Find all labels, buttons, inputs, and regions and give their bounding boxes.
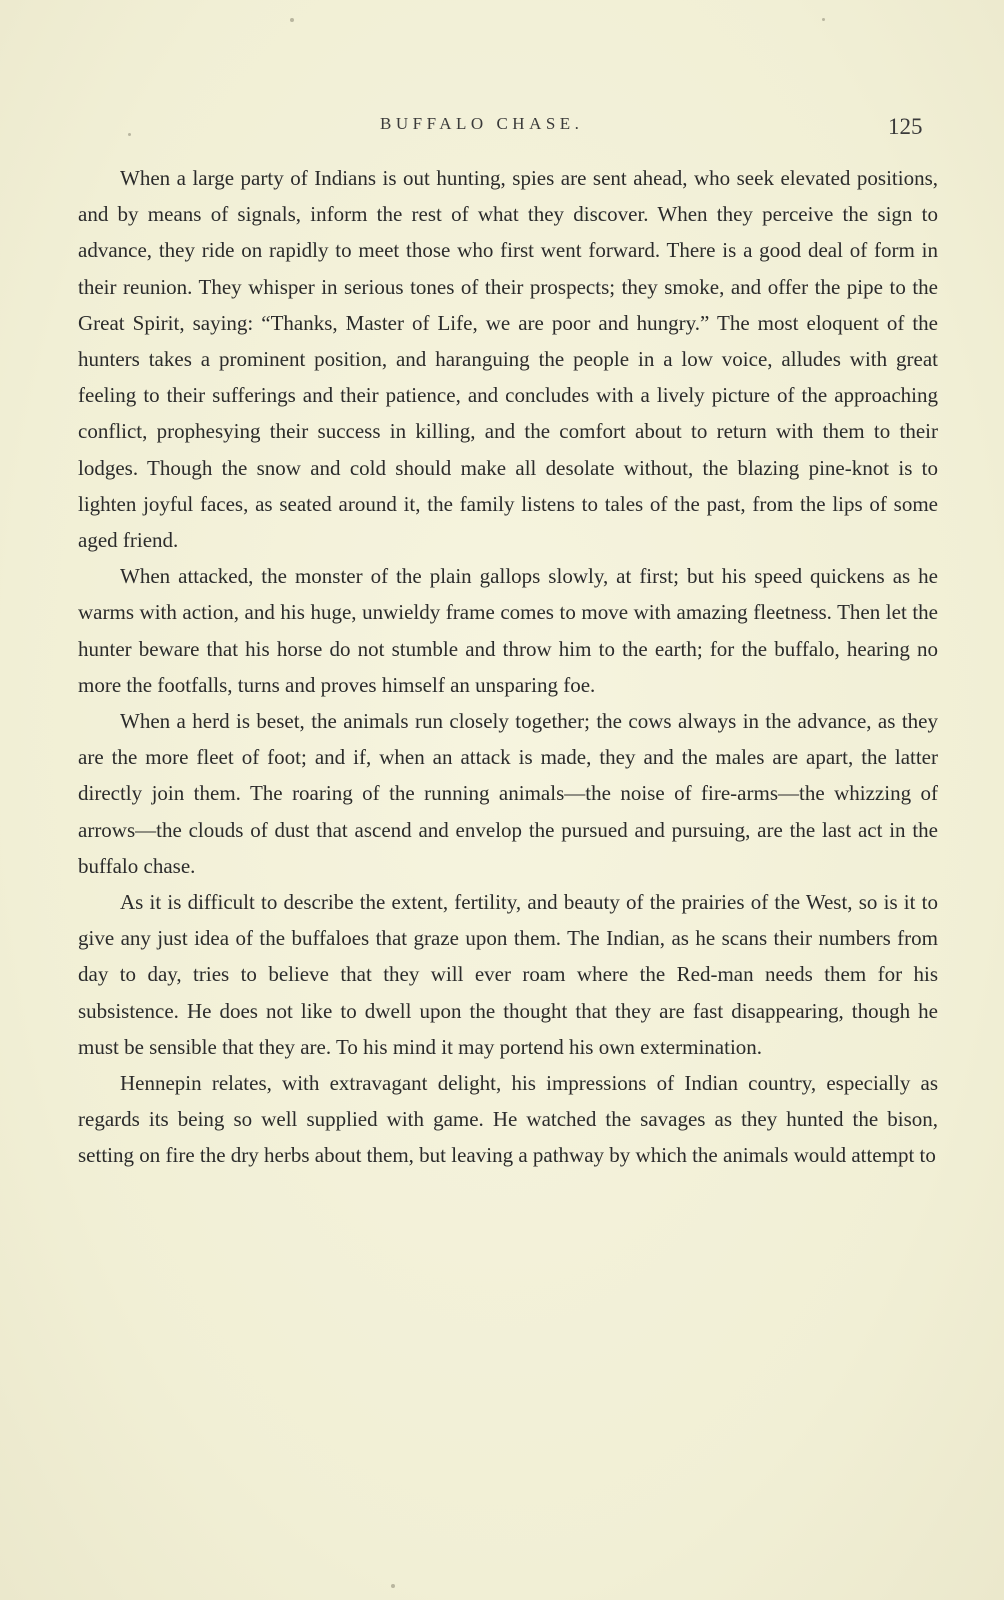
paragraph-hennepin: Hennepin relates, with extravagant delight, his impressions of Indian country, especially as regards its being so well supplied with game. He watched the savages as they hunted the bison, setting on fire the dry herbs about them, but leaving a pathway by which the animals would attempt to [78,1071,938,1168]
paragraph-attack: When attacked, the monster of the plain gallops slowly, at first; but his speed quickens as he warms with action, and his huge, unwieldy frame comes to move with amazing fleetness. Then let the hunter beware that his horse do not stumble and throw him to the earth; for the buffalo, hearing no more the footfalls, turns and proves himself an unsparing foe. [78,564,938,697]
running-head-title: BUFFALO CHASE. [380,114,584,133]
paragraph-prairies: As it is difficult to describe the extent, fertility, and beauty of the prairies of the West, so is it to give any just idea of the buffaloes that graze upon them. The Indian, as he scans their numbers from day to day, tries to believe that they will ever roam where the Red-man needs them for his subsistence. He does not like to dwell upon the thought that they are fast disappearing, though he must be sensible that they are. To his mind it may portend his own extermination. [78,890,938,1059]
running-head [0,114,1004,144]
paper-speck [128,133,131,136]
paper-speck [290,18,294,22]
paper-speck [822,18,825,21]
paragraph-herd: When a herd is beset, the animals run closely together; the cows always in the advance, as they are the more fleet of foot; and if, when an attack is made, they and the males are apart, the latter directly join them. The roaring of the running animals—the noise of fire-arms—the whizzing of arrows—the clouds of dust that ascend and envelop the pursued and pursuing, are the last act in the buffalo chase. [78,709,938,878]
paragraph-hunting-party: When a large party of Indians is out hunting, spies are sent ahead, who seek elevated positions, and by means of signals, inform the rest of what they discover. When they perceive the sign to advance, they ride on rapidly to meet those who first went forward. There is a good deal of form in their reunion. They whisper in serious tones of their prospects; they smoke, and offer the pipe to the Great Spirit, saying: “Thanks, Master of Life, we are poor and hungry.” The most eloquent of the hunters takes a prominent position, and haranguing the people in a low voice, alludes with great feeling to their sufferings and their patience, and concludes with a lively picture of the approaching conflict, prophesying their success in killing, and the comfort about to return with them to their lodges. Though the snow and cold should make all desolate without, the blazing pine-knot is to lighten joyful faces, as seated around it, the family listens to tales of the past, from the lips of some aged friend. [78,166,938,553]
page-number: 125 [888,114,923,139]
body-text [78,160,938,1174]
paper-speck [391,1584,395,1588]
